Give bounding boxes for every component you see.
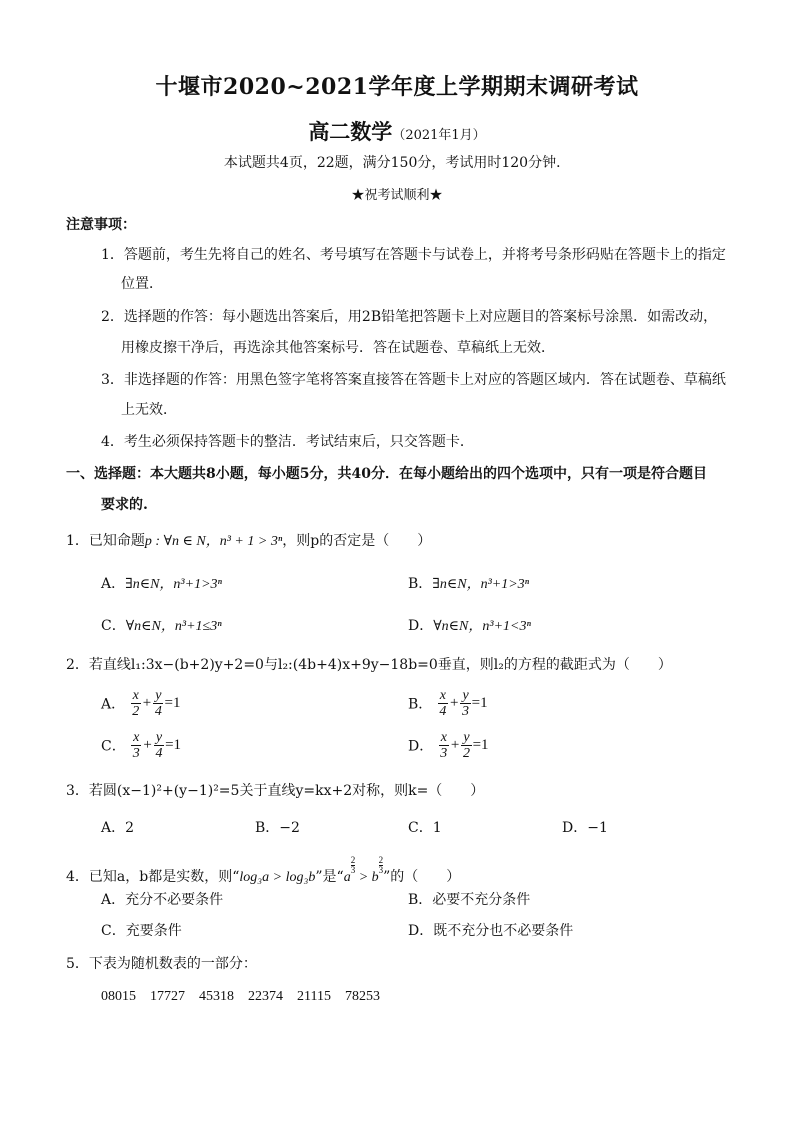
equation-tail: =1 (165, 737, 182, 753)
numerator: y (463, 730, 470, 745)
question-5 (66, 953, 257, 973)
option-text: 必要不充分条件 (432, 892, 531, 908)
notice-item-3: 3．非选择题的作答：用黑色签字笔将答案直接答在答题卡上对应的答题区域内．答在试题卷、草稿纸 (101, 372, 726, 388)
question-text-mid: ”是“ (315, 869, 344, 885)
notice-item-1: 1．答题前，考生先将自己的姓名、考号填写在答题卡与试卷上，并将考号条形码贴在答题卡上的指定 (101, 247, 726, 263)
notice-item-4: 4．考生必须保持答题卡的整洁．考试结束后，只交答题卡． (101, 434, 474, 450)
option-text: ∃n∈N，n³+1>3ⁿ (432, 577, 530, 592)
question-text: 已知a，b都是实数，则“ (88, 869, 240, 885)
q1-option-d (408, 615, 531, 635)
fraction (131, 730, 141, 761)
option-label: C． (101, 618, 126, 634)
exponent-denominator: 3 (350, 865, 356, 875)
exponent-numerator: 2 (378, 855, 384, 865)
option-label: C． (101, 923, 126, 939)
option-text: ∀n∈N，n³+1≤3ⁿ (125, 619, 222, 634)
q3-option-c (408, 817, 442, 837)
fraction (461, 730, 471, 761)
notice-item-1-cont: 位置． (121, 276, 163, 292)
fraction (153, 688, 163, 719)
question-2 (66, 654, 672, 674)
condition-log: log₃a > log₃b (239, 870, 316, 885)
option-label: A． (101, 696, 126, 713)
fraction (439, 730, 449, 761)
notice-item-2-cont: 用橡皮擦干净后，再选涂其他答案标号．答在试题卷、草稿纸上无效． (121, 340, 555, 356)
option-label: B． (255, 820, 280, 836)
denominator: 2 (132, 704, 140, 719)
q1-option-a (101, 573, 222, 593)
numerator: y (462, 688, 469, 703)
equation-tail: =1 (472, 737, 489, 753)
fraction (460, 688, 470, 719)
option-text: 1 (432, 820, 442, 836)
option-label: B． (408, 696, 433, 713)
question-1 (66, 530, 431, 550)
option-label: C． (101, 738, 126, 755)
question-text-tail: ”的（ ） (383, 869, 461, 885)
question-3 (66, 780, 484, 800)
numerator: x (133, 730, 140, 745)
numerator: y (155, 688, 162, 703)
denominator: 4 (439, 704, 447, 719)
option-text: 既不充分也不必要条件 (433, 923, 574, 939)
q3-option-d (562, 817, 608, 837)
random-number-row: 08015 17727 45318 22374 21115 78253 (101, 989, 380, 1004)
exam-date: （2021年1月） (392, 128, 486, 143)
question-text: 若直线l₁:3x−(b+2)y+2=0与l₂:(4b+4)x+9y−18b=0垂直，则l₂的方程的截距式为（ ） (88, 657, 672, 673)
equation-tail: =1 (164, 695, 181, 711)
question-text: 若圆(x−1)²+(y−1)²=5关于直线y=kx+2对称，则k=（ ） (88, 783, 485, 799)
denominator: 4 (155, 746, 163, 761)
option-label: D． (408, 618, 434, 634)
question-math: p : ∀n ∈ N，n³ + 1 > 3ⁿ (144, 534, 283, 549)
option-text: −2 (279, 820, 300, 836)
denominator: 3 (462, 704, 470, 719)
q2-option-b: B． $\frac{x}{4}$ + $\frac{y}{3}$ =1 (408, 688, 488, 719)
option-text: −1 (587, 820, 608, 836)
q4-option-b (408, 889, 530, 909)
option-text: 充分不必要条件 (125, 892, 224, 908)
exponent-denominator: 3 (378, 865, 384, 875)
subject-name: 高二数学 (308, 119, 393, 144)
exam-info: 本试题共4页，22题，满分150分，考试用时120分钟． (223, 155, 571, 171)
subject-title (0, 116, 794, 146)
numerator: x (132, 688, 139, 703)
condition-power: a $\frac{2}{3}$ > b $\frac{2}{3}$ (343, 855, 384, 885)
notice-item-3-cont: 上无效． (121, 402, 177, 418)
numerator: y (155, 730, 163, 745)
fraction (131, 688, 141, 719)
option-text: 充要条件 (125, 923, 182, 939)
option-text: 2 (125, 820, 135, 836)
exam-wish: ★祝考试顺利★ (351, 188, 443, 203)
numerator: x (439, 688, 446, 703)
q3-option-b (255, 817, 300, 837)
question-text-tail: ，则p的否定是（ ） (282, 533, 432, 549)
option-label: B． (408, 892, 433, 908)
question-4 (66, 856, 460, 886)
denominator: 4 (154, 704, 162, 719)
option-label: C． (408, 820, 433, 836)
q4-option-c (101, 920, 182, 940)
denominator: 2 (462, 746, 470, 761)
notice-item-2: 2．选择题的作答：每小题选出答案后，用2B铅笔把答题卡上对应题目的答案标号涂黑．如需改动， (101, 309, 718, 325)
exponent-fraction (351, 856, 356, 875)
option-text: ∃n∈N，n³+1>3ⁿ (125, 577, 222, 592)
denominator: 3 (132, 746, 140, 761)
question-number: 4． (66, 869, 89, 885)
exam-title: 十堰市2020~2021学年度上学期期末调研考试 (155, 74, 639, 100)
q3-option-a (101, 817, 134, 837)
option-label: A． (101, 576, 126, 592)
exponent-numerator: 2 (350, 855, 356, 865)
option-label: B． (408, 576, 433, 592)
equation-tail: =1 (471, 695, 488, 711)
denominator: 3 (440, 746, 448, 761)
q2-option-c: C． $\frac{x}{3}$ + $\frac{y}{4}$ =1 (101, 730, 182, 761)
option-text: ∀n∈N，n³+1<3ⁿ (433, 619, 531, 634)
fraction (438, 688, 448, 719)
q1-option-c (101, 615, 222, 635)
q2-option-d: D． $\frac{x}{3}$ + $\frac{y}{2}$ =1 (408, 730, 489, 761)
q1-option-b (408, 573, 529, 593)
question-text: 已知命题 (88, 533, 145, 549)
option-label: A． (101, 892, 126, 908)
q2-option-a: A． $\frac{x}{2}$ + $\frac{y}{4}$ =1 (101, 688, 181, 719)
numerator: x (440, 730, 447, 745)
question-number: 2． (66, 657, 89, 673)
fraction (154, 730, 164, 761)
question-text: 下表为随机数表的一部分： (88, 956, 257, 972)
section-1-heading-cont: 要求的. (101, 497, 148, 513)
option-label: D． (408, 738, 434, 755)
notice-heading: 注意事项： (66, 217, 136, 233)
q4-option-a (101, 889, 223, 909)
question-number: 1． (66, 533, 89, 549)
option-label: D． (562, 820, 588, 836)
option-label: A． (101, 820, 126, 836)
option-label: D． (408, 923, 434, 939)
question-number: 3． (66, 783, 89, 799)
section-1-heading: 一、选择题：本大题共8小题，每小题5分，共40分．在每小题给出的四个选项中，只有一项是符合题目 (66, 466, 707, 482)
question-number: 5． (66, 956, 89, 972)
q4-option-d (408, 920, 573, 940)
